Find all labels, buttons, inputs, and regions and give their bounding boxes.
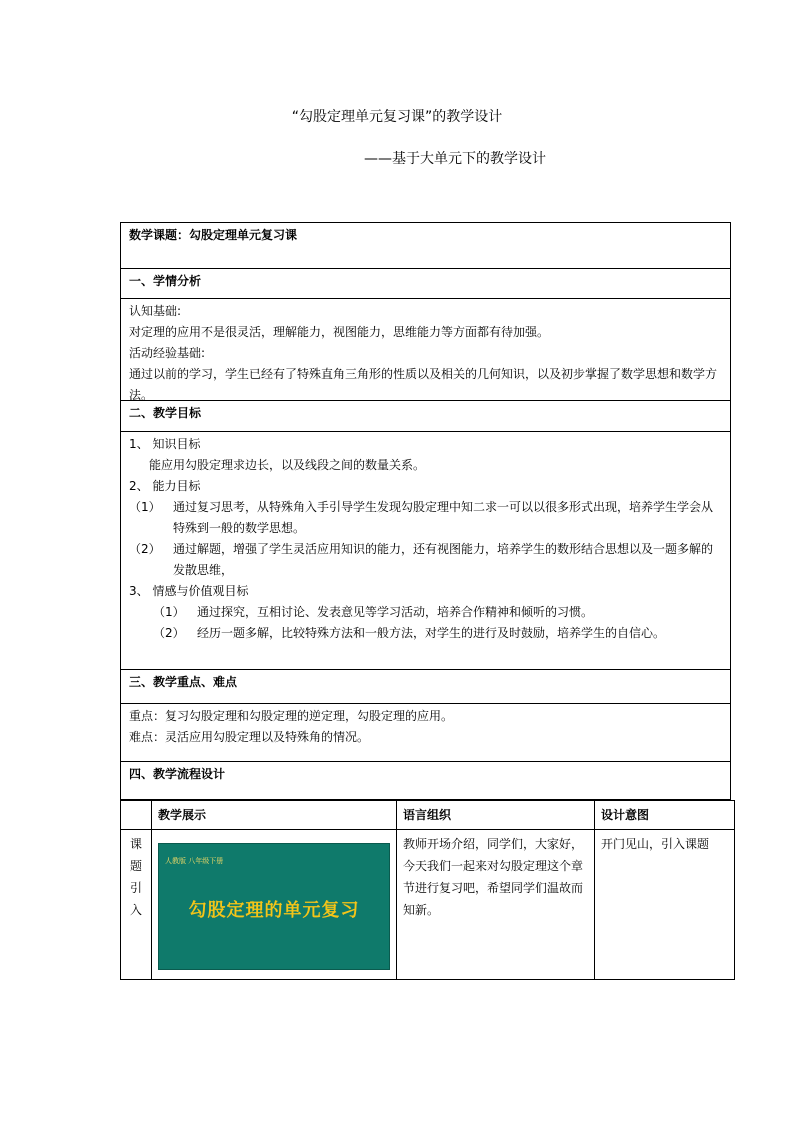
stage-char: 引 [129, 881, 142, 895]
keypoint-focus: 重点：复习勾股定理和勾股定理的逆定理，勾股定理的应用。 [129, 709, 454, 723]
flow-header-display: 教学展示 [152, 801, 397, 830]
document-subtitle: ——基于大单元下的教学设计 [364, 151, 546, 167]
goal-knowledge: 1、 知识目标 [129, 437, 201, 451]
speech-cell: 教师开场介绍，同学们，大家好，今天我们一起来对勾股定理这个章节进行复习吧，希望同学们温故而知新。 [397, 830, 595, 980]
cognitive-label: 认知基础: [129, 304, 182, 318]
goal-emotion-item-2 [129, 623, 722, 644]
flow-row-intro [121, 830, 735, 980]
stage-char: 课 [129, 837, 142, 851]
cognitive-text: 对定理的应用不是很灵活，理解能力，视图能力，思维能力等方面都有待加强。 [129, 325, 550, 339]
display-cell [152, 830, 397, 980]
topic-text: 数学课题：勾股定理单元复习课 [129, 228, 298, 242]
topic-row [120, 222, 731, 268]
stage-char: 入 [129, 903, 142, 917]
experience-text: 通过以前的学习，学生已经有了特殊直角三角形的性质以及相关的几何知识，以及初步掌握了数学思想和数学方法。 [129, 367, 718, 402]
keypoint-difficulty: 难点：灵活应用勾股定理以及特殊角的情况。 [129, 730, 370, 744]
section-header-keypoints [120, 669, 731, 703]
goal-ability-item-1 [129, 497, 722, 539]
section-title: 二、教学目标 [129, 406, 202, 420]
section-header-analysis [120, 268, 731, 298]
stage-label [121, 830, 152, 980]
section-header-flow [120, 761, 731, 800]
goal-emotion: 3、 情感与价值观目标 [129, 584, 249, 598]
intent-cell: 开门见山，引入课题 [595, 830, 735, 980]
flow-table [120, 800, 735, 980]
goal-knowledge-text: 能应用勾股定理求边长，以及线段之间的数量关系。 [149, 458, 426, 472]
keypoints-body [120, 703, 731, 761]
item-number: （1） [153, 605, 185, 619]
item-text: 通过复习思考，从特殊角入手引导学生发现勾股定理中知二求一可以以很多形式出现，培养学生学会从特殊到一般的数学思想。 [173, 500, 714, 535]
goal-ability: 2、 能力目标 [129, 479, 201, 493]
slide-title: 勾股定理的单元复习 [188, 900, 360, 921]
item-number: （2） [153, 626, 185, 640]
stage-char: 题 [129, 859, 142, 873]
flow-header-row [121, 801, 735, 830]
goals-body [120, 431, 731, 669]
goal-emotion-item-1 [129, 602, 722, 623]
section-header-goals [120, 400, 731, 431]
section-title: 三、教学重点、难点 [129, 675, 238, 689]
flow-header-intent: 设计意图 [595, 801, 735, 830]
item-number: （2） [129, 542, 161, 556]
flow-header-empty [121, 801, 152, 830]
document-title: “勾股定理单元复习课”的教学设计 [291, 109, 503, 125]
item-text: 经历一题多解，比较特殊方法和一般方法，对学生的进行及时鼓励，培养学生的自信心。 [197, 626, 666, 640]
item-text: 通过探究，互相讨论、发表意见等学习活动，培养合作精神和倾听的习惯。 [197, 605, 594, 619]
section-title: 四、教学流程设计 [129, 767, 226, 781]
design-table [120, 222, 731, 800]
item-number: （1） [129, 500, 161, 514]
slide-thumbnail [158, 843, 390, 970]
experience-label: 活动经验基础: [129, 346, 206, 360]
analysis-body [120, 298, 731, 400]
section-title: 一、学情分析 [129, 274, 202, 288]
item-text: 通过解题，增强了学生灵活应用知识的能力，还有视图能力，培养学生的数形结合思想以及一题多解的发散思维， [173, 542, 714, 577]
slide-tag: 人教版 八年级下册 [165, 857, 224, 865]
goal-ability-item-2 [129, 539, 722, 581]
flow-header-speech: 语言组织 [397, 801, 595, 830]
